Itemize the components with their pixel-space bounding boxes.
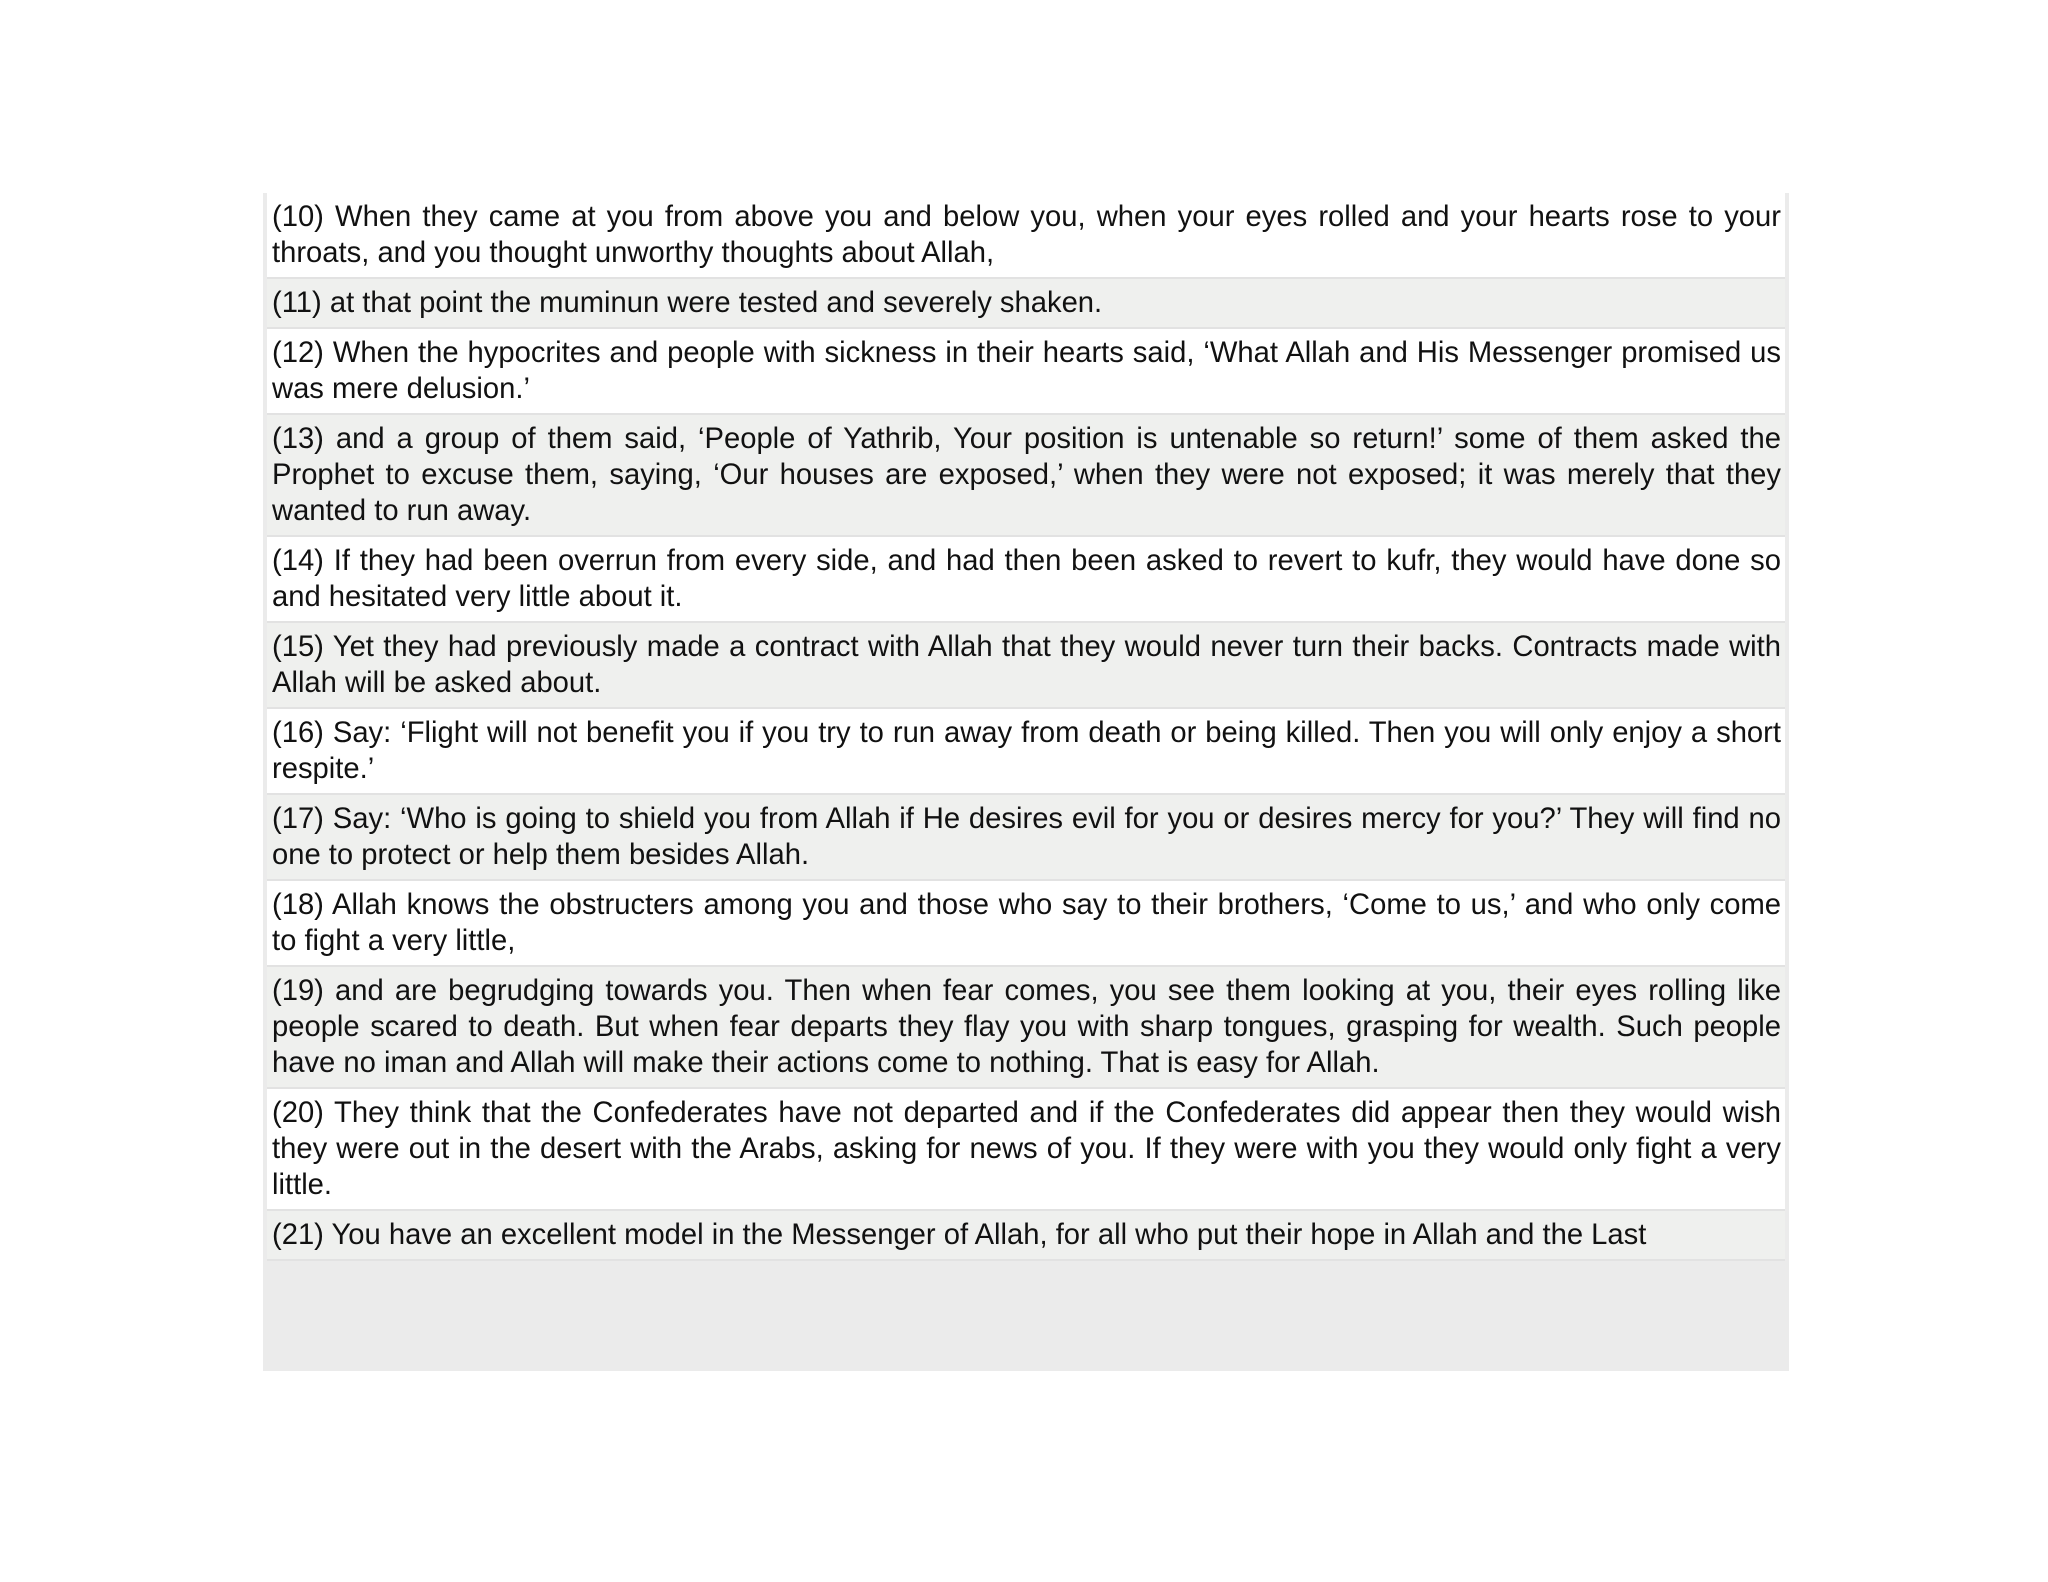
verse-row-14: (14) If they had been overrun from every side, and had then been asked to revert to kufr, they would have done so and hesitated very little about it.: [267, 537, 1785, 623]
verse-row-18: (18) Allah knows the obstructers among you and those who say to their brothers, ‘Come to us,’ and who only come to fight a very little,: [267, 881, 1785, 967]
verse-row-19: (19) and are begrudging towards you. Then when fear comes, you see them looking at you, their eyes rolling like people scared to death. But when fear departs they flay you with sharp tongues, grasping for wealth. Such people have no iman and Allah will make their actions come to nothing. That is easy for Allah.: [267, 967, 1785, 1089]
verse-row-17: (17) Say: ‘Who is going to shield you from Allah if He desires evil for you or desires mercy for you?’ They will find no one to protect or help them besides Allah.: [267, 795, 1785, 881]
verses-table: [263, 193, 1789, 1371]
verse-row-13: (13) and a group of them said, ‘People of Yathrib, Your position is untenable so return!’ some of them asked the Prophet to excuse them, saying, ‘Our houses are exposed,’ when they were not exposed; it was merely that they wanted to run away.: [267, 415, 1785, 537]
verse-row-15: (15) Yet they had previously made a contract with Allah that they would never turn their backs. Contracts made with Allah will be asked about.: [267, 623, 1785, 709]
verse-row-11: (11) at that point the muminun were tested and severely shaken.: [267, 279, 1785, 329]
verse-row-12: (12) When the hypocrites and people with sickness in their hearts said, ‘What Allah and His Messenger promised us was mere delusion.’: [267, 329, 1785, 415]
verse-row-20: (20) They think that the Confederates have not departed and if the Confederates did appear then they would wish they were out in the desert with the Arabs, asking for news of you. If they were with you they would only fight a very little.: [267, 1089, 1785, 1211]
verse-row-21: (21) You have an excellent model in the Messenger of Allah, for all who put their hope in Allah and the Last: [267, 1211, 1785, 1261]
verse-row-16: (16) Say: ‘Flight will not benefit you if you try to run away from death or being killed. Then you will only enjoy a short respite.’: [267, 709, 1785, 795]
verse-row-10: (10) When they came at you from above you and below you, when your eyes rolled and your hearts rose to your throats, and you thought unworthy thoughts about Allah,: [267, 193, 1785, 279]
